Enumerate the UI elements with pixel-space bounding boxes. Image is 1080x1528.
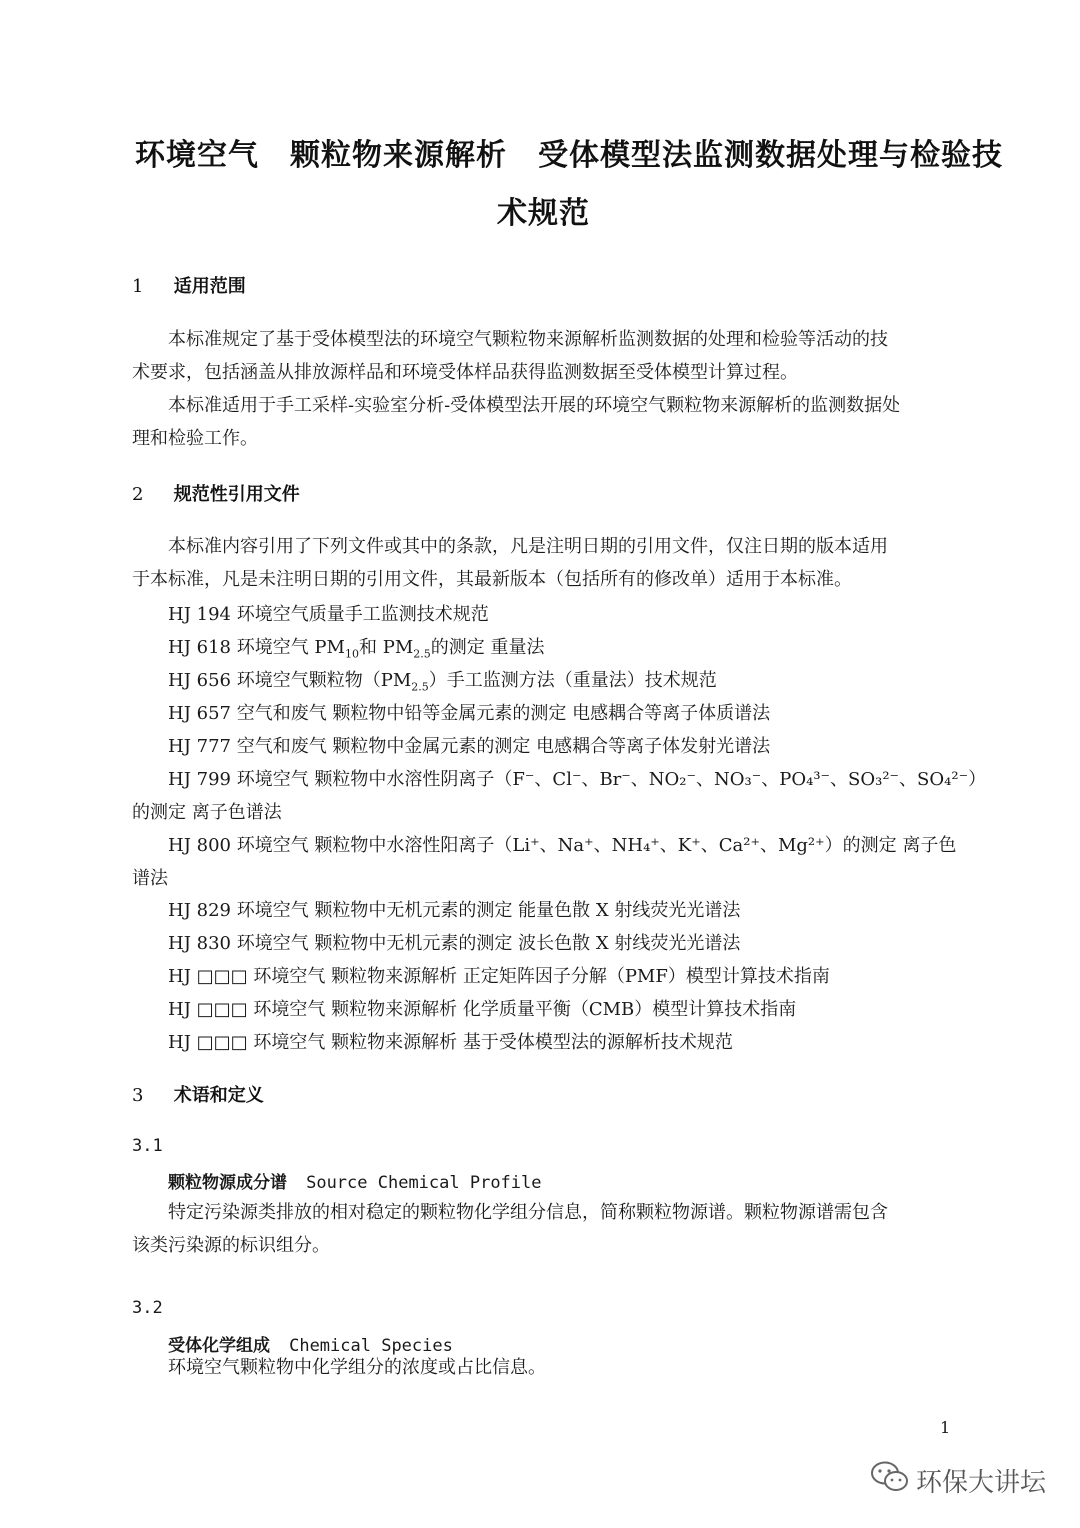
reference-hj799-line-2: 的测定 离子色谱法 bbox=[132, 802, 282, 823]
reference-hj829: HJ 829 环境空气 颗粒物中无机元素的测定 能量色散 X 射线荧光光谱法 bbox=[168, 900, 741, 921]
reference-pmf-guide: HJ □□□ 环境空气 颗粒物来源解析 正定矩阵因子分解（PMF）模型计算技术指南 bbox=[168, 966, 830, 987]
section-title: 规范性引用文件 bbox=[173, 484, 300, 505]
clause-3-2-number: 3.2 bbox=[132, 1298, 163, 1318]
reference-hj656 bbox=[168, 666, 717, 692]
reference-hj777: HJ 777 空气和废气 颗粒物中金属元素的测定 电感耦合等离子体发射光谱法 bbox=[168, 736, 771, 757]
section-1-para-1-line-2: 术要求，包括涵盖从排放源样品和环境受体样品获得监测数据至受体模型计算过程。 bbox=[132, 362, 798, 383]
watermark bbox=[870, 1460, 1046, 1501]
section-2-heading bbox=[132, 480, 300, 506]
section-2-intro-line-2: 于本标准，凡是未注明日期的引用文件，其最新版本（包括所有的修改单）适用于本标准。 bbox=[132, 569, 852, 590]
ref-text: 的测定 重量法 bbox=[430, 637, 545, 658]
reference-hj657: HJ 657 空气和废气 颗粒物中铅等金属元素的测定 电感耦合等离子体质谱法 bbox=[168, 703, 771, 724]
section-1-heading bbox=[132, 272, 246, 298]
watermark-text: 环保大讲坛 bbox=[916, 1468, 1047, 1498]
section-1-para-2-line-1: 本标准适用于手工采样-实验室分析-受体模型法开展的环境空气颗粒物来源解析的监测数据处 bbox=[168, 395, 901, 416]
clause-3-2-definition-line-1: 环境空气颗粒物中化学组分的浓度或占比信息。 bbox=[168, 1357, 546, 1378]
ref-subscript: 10 bbox=[344, 647, 359, 661]
ref-text: HJ 656 环境空气颗粒物（PM bbox=[168, 670, 412, 691]
reference-source-apportionment: HJ □□□ 环境空气 颗粒物来源解析 基于受体模型法的源解析技术规范 bbox=[168, 1032, 733, 1053]
clause-3-1-definition-line-1: 特定污染源类排放的相对稳定的颗粒物化学组分信息，简称颗粒物源谱。颗粒物源谱需包含 bbox=[168, 1202, 888, 1223]
section-1-para-1-line-1: 本标准规定了基于受体模型法的环境空气颗粒物来源解析监测数据的处理和检验等活动的技 bbox=[168, 329, 888, 350]
ref-subscript: 2.5 bbox=[413, 647, 431, 661]
section-3-heading bbox=[132, 1081, 264, 1107]
section-title: 术语和定义 bbox=[173, 1085, 264, 1106]
reference-hj799-line-1: HJ 799 环境空气 颗粒物中水溶性阴离子（F⁻、Cl⁻、Br⁻、NO₂⁻、NO₃⁻、PO₄³⁻、SO₃²⁻、SO₄²⁻） bbox=[168, 769, 987, 790]
section-2-intro-line-1: 本标准内容引用了下列文件或其中的条款，凡是注明日期的引用文件，仅注日期的版本适用 bbox=[168, 536, 888, 557]
section-number: 1 bbox=[132, 276, 144, 297]
reference-hj800-line-2: 谱法 bbox=[132, 868, 168, 889]
section-number: 3 bbox=[132, 1085, 144, 1106]
section-title: 适用范围 bbox=[173, 276, 246, 297]
term-chinese: 受体化学组成 bbox=[168, 1336, 270, 1356]
document-title-line2: 术规范 bbox=[497, 196, 590, 231]
term-english: Chemical Species bbox=[289, 1336, 453, 1356]
ref-text: HJ 618 环境空气 PM bbox=[168, 637, 345, 658]
wechat-icon bbox=[870, 1460, 910, 1501]
clause-3-1-number: 3.1 bbox=[132, 1136, 163, 1156]
clause-3-1-definition-line-2: 该类污染源的标识组分。 bbox=[132, 1235, 330, 1256]
reference-hj618 bbox=[168, 633, 544, 659]
section-number: 2 bbox=[132, 484, 144, 505]
reference-hj830: HJ 830 环境空气 颗粒物中无机元素的测定 波长色散 X 射线荧光光谱法 bbox=[168, 933, 741, 954]
reference-hj194: HJ 194 环境空气质量手工监测技术规范 bbox=[168, 604, 489, 625]
ref-text: ）手工监测方法（重量法）技术规范 bbox=[428, 670, 717, 691]
ref-subscript: 2.5 bbox=[411, 680, 429, 694]
reference-hj800-line-1: HJ 800 环境空气 颗粒物中水溶性阳离子（Li⁺、Na⁺、NH₄⁺、K⁺、Ca²⁺、Mg²⁺）的测定 离子色 bbox=[168, 835, 957, 856]
term-chinese: 颗粒物源成分谱 bbox=[168, 1173, 287, 1193]
ref-text: 和 PM bbox=[358, 637, 414, 658]
page-number: 1 bbox=[940, 1418, 951, 1437]
document-title-line1: 环境空气 颗粒物来源解析 受体模型法监测数据处理与检验技 bbox=[135, 138, 1003, 173]
reference-cmb-guide: HJ □□□ 环境空气 颗粒物来源解析 化学质量平衡（CMB）模型计算技术指南 bbox=[168, 999, 797, 1020]
term-english: Source Chemical Profile bbox=[306, 1173, 542, 1193]
clause-3-1-term bbox=[168, 1168, 542, 1193]
section-1-para-2-line-2: 理和检验工作。 bbox=[132, 428, 258, 449]
